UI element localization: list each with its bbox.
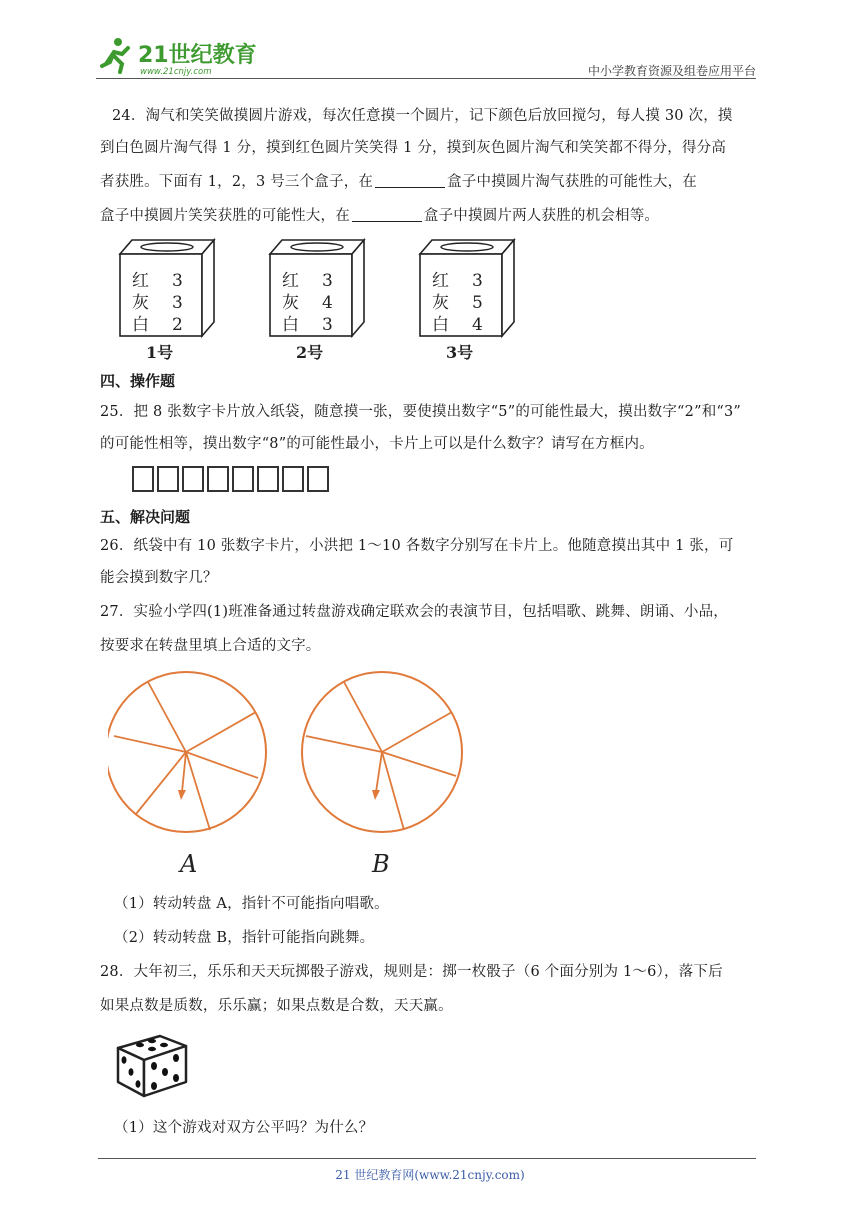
q24-line3 [100, 166, 697, 198]
header-platform-name: 中小学教育资源及组卷应用平台 [587, 64, 756, 78]
answer-box-6[interactable] [257, 466, 279, 492]
q24-boxes-figure [110, 236, 530, 366]
box-3-color-2: 灰 [432, 293, 449, 313]
logo-url: www.21cnjy.com [140, 67, 212, 77]
box-3-count-3: 4 [472, 315, 483, 335]
q25-answer-boxes [132, 466, 329, 492]
q24-line4 [100, 200, 659, 232]
q27-line1: 27．实验小学四(1)班准备通过转盘游戏确定联欢会的表演节目，包括唱歌、跳舞、朗诵、小品， [100, 604, 728, 620]
spinner-b-pointer-icon [372, 752, 382, 800]
q27-sub1: （1）转动转盘 A，指针不可能指向唱歌。 [114, 896, 389, 912]
box-1-label: 1号 [146, 343, 174, 362]
section-heading-problems: 五、解决问题 [100, 508, 191, 526]
q25-line2: 的可能性相等，摸出数字“8”的可能性最小，卡片上可以是什么数字？请写在方框内。 [100, 436, 654, 452]
q24-line4-text-b: 盒子中摸圆片两人获胜的机会相等。 [423, 208, 660, 224]
footer-site: 21 世纪教育网(www.21cnjy.com) [335, 1168, 525, 1182]
header-divider [96, 78, 756, 79]
box-3 [420, 240, 514, 362]
box-2-count-1: 3 [322, 271, 333, 291]
box-2-count-2: 4 [322, 293, 333, 313]
spinner-b-label: B [372, 850, 390, 878]
box-3-label: 3号 [446, 343, 474, 362]
box-2-color-2: 灰 [282, 293, 299, 313]
box-1-color-2: 灰 [132, 293, 149, 313]
answer-box-2[interactable] [157, 466, 179, 492]
q26-line1: 26．纸袋中有 10 张数字卡片，小洪把 1～10 各数字分别写在卡片上。他随意摸出其中 1 张，可 [100, 538, 734, 554]
runner-icon [102, 38, 128, 72]
box-1-color-3: 白 [132, 315, 149, 335]
q24-line1: 24．淘气和笑笑做摸圆片游戏，每次任意摸一个圆片，记下颜色后放回搅匀，每人摸 30 次，摸 [112, 108, 733, 124]
q27-spinners-figure [108, 664, 468, 884]
box-2-count-3: 3 [322, 315, 333, 335]
q27-sub2: （2）转动转盘 B，指针可能指向跳舞。 [114, 930, 375, 946]
q26-line2: 能会摸到数字几？ [100, 570, 218, 586]
q25-line1: 25．把 8 张数字卡片放入纸袋，随意摸一张，要使摸出数字“5”的可能性最大，摸出数字“2”和“3” [100, 404, 742, 420]
answer-box-1[interactable] [132, 466, 154, 492]
answer-box-5[interactable] [232, 466, 254, 492]
q24-line2: 到白色圆片淘气得 1 分，摸到红色圆片笑笑得 1 分，摸到灰色圆片淘气和笑笑都不得分，得分高 [100, 140, 727, 156]
dice-icon [114, 1030, 190, 1100]
q24-blank-1[interactable] [375, 171, 445, 188]
logo-wordmark: 21世纪教育 [138, 43, 256, 68]
q24-blank-3[interactable] [352, 205, 422, 222]
box-1-count-1: 3 [172, 271, 183, 291]
answer-box-8[interactable] [307, 466, 329, 492]
box-3-count-1: 3 [472, 271, 483, 291]
footer-divider [98, 1158, 756, 1159]
box-1 [120, 240, 214, 362]
box-1-color-1: 红 [132, 271, 149, 291]
answer-box-7[interactable] [282, 466, 304, 492]
q24-line3-text-b: 盒子中摸圆片淘气获胜的可能性大，在 [447, 174, 697, 190]
box-3-color-1: 红 [432, 271, 449, 291]
answer-box-3[interactable] [182, 466, 204, 492]
q24-line3-text-a: 者获胜。下面有 1，2，3 号三个盒子，在 [100, 174, 374, 190]
box-1-count-2: 3 [172, 293, 183, 313]
box-2 [270, 240, 364, 362]
section-heading-operation: 四、操作题 [100, 372, 176, 390]
q28-line2: 如果点数是质数，乐乐赢；如果点数是合数，天天赢。 [100, 998, 453, 1014]
spinner-a[interactable] [108, 672, 266, 832]
box-2-label: 2号 [296, 343, 324, 362]
box-2-color-1: 红 [282, 271, 299, 291]
q24-line4-text-a: 盒子中摸圆片笑笑获胜的可能性大，在 [100, 208, 350, 224]
site-logo [96, 34, 256, 78]
box-2-color-3: 白 [282, 315, 299, 335]
spinner-b[interactable] [302, 672, 462, 832]
q27-line2: 按要求在转盘里填上合适的文字。 [100, 638, 321, 654]
box-3-color-3: 白 [432, 315, 449, 335]
answer-box-4[interactable] [207, 466, 229, 492]
spinner-a-label: A [180, 850, 198, 878]
q28-line1: 28．大年初三，乐乐和天天玩掷骰子游戏，规则是：掷一枚骰子（6 个面分别为 1～6），落下后 [100, 964, 723, 980]
q28-sub1: （1）这个游戏对双方公平吗？为什么？ [114, 1120, 374, 1136]
box-1-count-3: 2 [172, 315, 183, 335]
box-3-count-2: 5 [472, 293, 483, 313]
